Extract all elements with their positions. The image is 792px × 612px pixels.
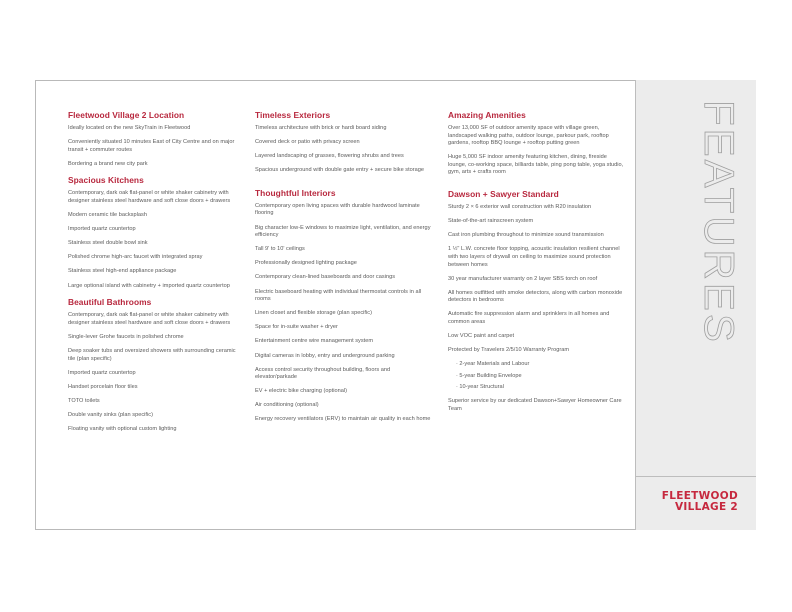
- section-bathrooms: [68, 297, 244, 433]
- feature-item: TOTO toilets: [68, 397, 100, 404]
- feature-item: EV + electric bike charging (optional): [255, 388, 348, 395]
- column-1: [68, 110, 244, 440]
- feature-item: Digital cameras in lobby, entry and underground parking: [255, 352, 395, 359]
- feature-item: Single-lever Grohe faucets in polished chrome: [68, 333, 184, 340]
- section-standard: [448, 189, 624, 413]
- feature-item: Imported quartz countertop: [68, 226, 136, 233]
- feature-item: Floating vanity with optional custom lighting: [68, 425, 177, 432]
- section-heading: Spacious Kitchens: [68, 175, 144, 186]
- feature-item: Protected by Travelers 2/5/10 Warranty Program: [448, 347, 570, 354]
- feature-item: Conveniently situated 10 minutes East of City Centre and on major transit + commuter routes: [68, 139, 235, 153]
- feature-item: Linen closet and flexible storage (plan specific): [255, 310, 372, 317]
- feature-item: Huge 5,000 SF indoor amenity featuring kitchen, dining, fireside lounge, co-working space, billiards table, ping pong table, yoga studio, gym, arts + crafts room: [448, 154, 624, 176]
- feature-item: Imported quartz countertop: [68, 369, 136, 376]
- feature-item: Large optional island with cabinetry + imported quartz countertop: [68, 282, 230, 289]
- warranty-item: · 2-year Materials and Labour: [456, 361, 624, 369]
- feature-item: Bordering a brand new city park: [68, 160, 148, 167]
- feature-item: Tall 9' to 10' ceilings: [255, 246, 305, 253]
- feature-item: All homes outfitted with smoke detectors, along with carbon monoxide detectors in bedrooms: [448, 289, 623, 304]
- logo-line-1: FLEETWOOD: [661, 490, 738, 502]
- sidebar-panel: [635, 80, 756, 530]
- feature-item: Entertainment centre wire management system: [255, 338, 374, 345]
- sidebar-divider: [636, 476, 756, 477]
- section-exteriors: [255, 110, 431, 175]
- column-2: [255, 110, 431, 431]
- feature-item: Contemporary, dark oak flat-panel or white shaker cabinetry with designer stainless steel hardware and soft close doors + drawers: [68, 190, 231, 204]
- feature-item: Layered landscaping of grasses, flowering shrubs and trees: [255, 153, 404, 160]
- feature-item: Access control security throughout building, floors and elevator/parkade: [255, 366, 391, 381]
- feature-item: Timeless architecture with brick or hardi board siding: [255, 125, 387, 131]
- feature-item: Ideally located on the new SkyTrain in Fleetwood: [68, 125, 191, 131]
- warranty-list: [448, 361, 624, 392]
- feature-item: Stainless steel double bowl sink: [68, 240, 148, 247]
- feature-item: Stainless steel high-end appliance package: [68, 268, 177, 275]
- feature-item: Modern ceramic tile backsplash: [68, 212, 147, 219]
- logo-line-2: VILLAGE 2: [675, 500, 738, 513]
- feature-item: Superior service by our dedicated Dawson+Sawyer Homeowner Care Team: [448, 398, 622, 412]
- feature-item: State-of-the-art rainscreen system: [448, 218, 534, 225]
- feature-item: Contemporary, dark oak flat-panel or white shaker cabinetry with designer stainless steel hardware and soft close doors + drawers: [68, 312, 231, 326]
- feature-item: Spacious underground with double gate entry + secure bike storage: [255, 167, 425, 174]
- section-heading: Fleetwood Village 2 Location: [68, 110, 185, 120]
- feature-item: Air conditioning (optional): [255, 402, 319, 409]
- feature-item: Electric baseboard heating with individual thermostat controls in all rooms: [255, 288, 422, 303]
- section-location: [68, 110, 244, 168]
- feature-item: Contemporary open living spaces with durable hardwood laminate flooring: [255, 202, 420, 217]
- feature-item: Contemporary clean-lined baseboards and door casings: [255, 274, 396, 281]
- section-heading: Thoughtful Interiors: [255, 187, 336, 198]
- section-kitchens: [68, 175, 244, 290]
- feature-item: Energy recovery ventilators (ERV) to maintain air quality in each home: [255, 416, 431, 423]
- section-heading: Amazing Amenities: [448, 110, 526, 120]
- section-amenities: [448, 110, 624, 177]
- feature-item: Automatic fire suppression alarm and sprinklers in all homes and common areas: [448, 311, 610, 325]
- feature-item: Handset porcelain floor tiles: [68, 383, 138, 390]
- feature-item: Covered deck or patio with privacy screen: [255, 139, 360, 146]
- column-3: [448, 110, 624, 420]
- feature-item: Sturdy 2 × 6 exterior wall construction with R20 insulation: [448, 204, 592, 211]
- section-heading: Beautiful Bathrooms: [68, 297, 152, 308]
- section-interiors: [255, 188, 431, 424]
- feature-item: Professionally designed lighting package: [255, 260, 357, 267]
- features-title: FEATURES: [696, 100, 743, 345]
- feature-item: Polished chrome high-arc faucet with integrated spray: [68, 254, 203, 261]
- feature-item: Cast iron plumbing throughout to minimize sound transmission: [448, 232, 604, 239]
- feature-item: Over 13,000 SF of outdoor amenity space with village green, landscaped walking paths, outdoor lounge, parkour park, rooftop gardens, rooftop BBQ lounge + rooftop putting green: [448, 125, 609, 147]
- feature-item: Deep soaker tubs and oversized showers with surrounding ceramic tile (plan specific): [68, 347, 236, 362]
- section-heading: Timeless Exteriors: [255, 110, 331, 120]
- warranty-item: · 10-year Structural: [456, 384, 624, 392]
- warranty-item: · 5-year Building Envelope: [456, 373, 624, 381]
- feature-item: 30 year manufacturer warranty on 2 layer SBS torch on roof: [448, 275, 598, 282]
- feature-item: Low VOC paint and carpet: [448, 333, 515, 340]
- feature-item: Double vanity sinks (plan specific): [68, 411, 153, 418]
- feature-item: 1 ½" L.W. concrete floor topping, acoustic insulation resilient channel with two layers of drywall on ceiling to maximize sound protection between homes: [448, 246, 620, 268]
- feature-item: Space for in-suite washer + dryer: [255, 324, 338, 331]
- feature-item: Big character low-E windows to maximize light, ventilation, and energy efficiency: [255, 224, 431, 239]
- section-heading: Dawson + Sawyer Standard: [448, 189, 559, 200]
- brand-logo: [662, 491, 738, 512]
